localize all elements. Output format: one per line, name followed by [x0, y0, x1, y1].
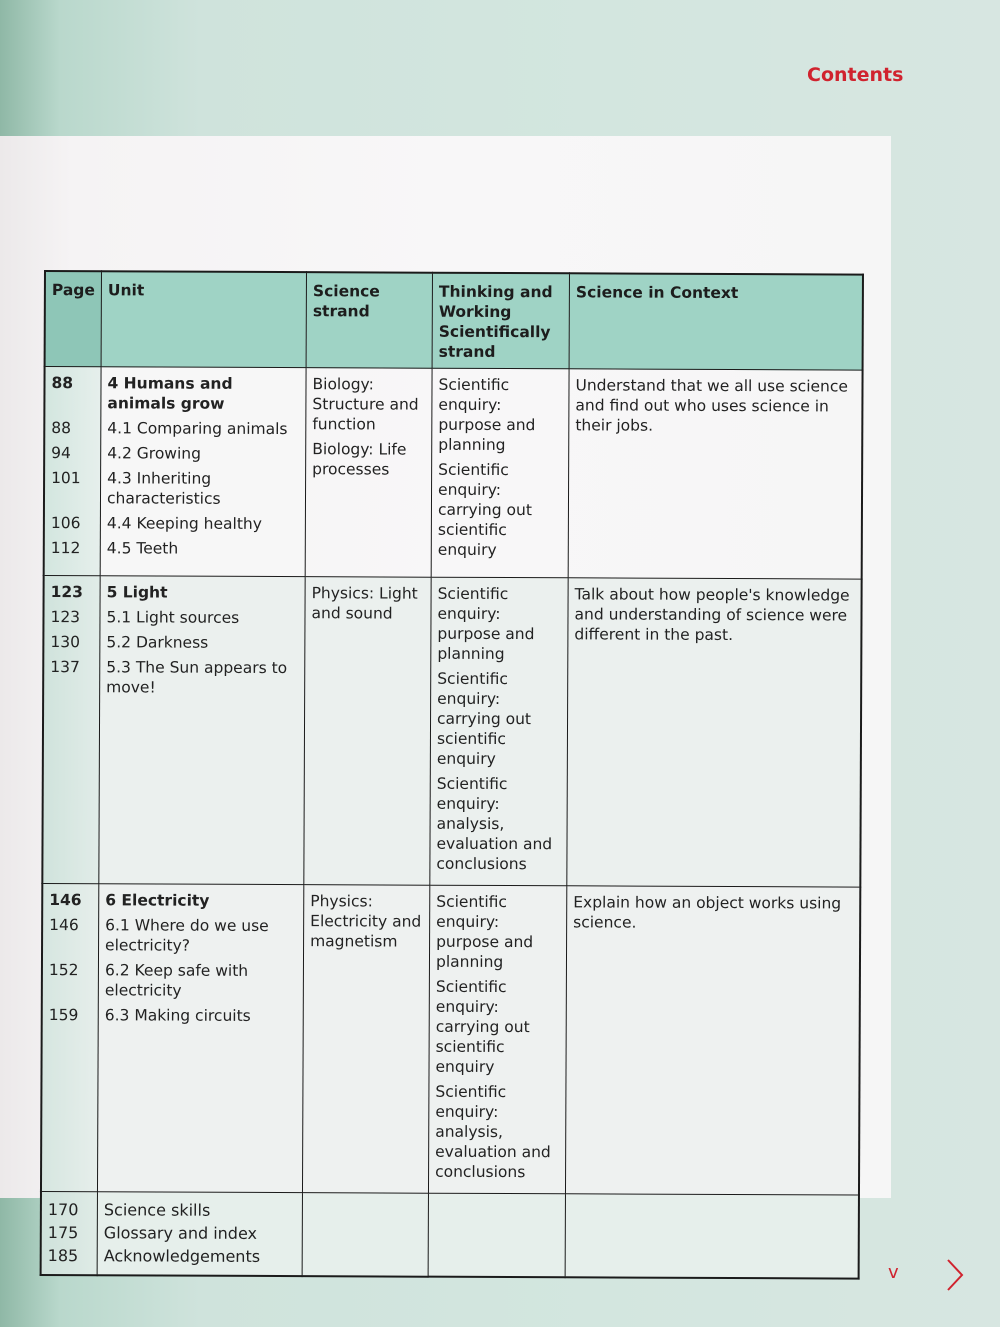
twss-item: Scientific enquiry: purpose and planning — [437, 584, 535, 664]
unit-cell — [100, 367, 306, 577]
header-unit: Unit — [101, 271, 306, 367]
lesson-title: 4.1 Comparing animals — [107, 419, 288, 439]
science-strand-cell — [302, 885, 429, 1194]
lesson-page: 101 — [51, 469, 81, 488]
strand-item: Biology: Life processes — [312, 440, 407, 479]
twss-item: Scientific enquiry: carrying out scientific enquiry — [435, 977, 530, 1076]
science-in-context-cell: Talk about how people's knowledge and understanding of science were different in the past. — [567, 578, 862, 887]
end-page: 185 — [47, 1246, 79, 1266]
science-in-context-cell: Explain how an object works using science. — [565, 886, 860, 1195]
page-number: v — [888, 1262, 899, 1283]
unit-cell — [99, 576, 305, 885]
twss-item: Scientific enquiry: purpose and planning — [438, 375, 536, 455]
page-numbers — [42, 576, 100, 884]
unit-page: 146 — [49, 891, 82, 910]
unit-page: 123 — [50, 583, 83, 602]
twss-strand-cell — [428, 885, 566, 1194]
lesson-title: 4.3 Inheriting characteristics — [106, 469, 221, 508]
end-matter-cell — [97, 1192, 302, 1276]
unit-title: 6 Electricity — [105, 891, 210, 910]
strand-item: Physics: Electricity and magnetism — [310, 892, 422, 951]
lesson-title: 4.4 Keeping healthy — [106, 514, 262, 533]
lesson-title: 5.1 Light sources — [106, 608, 240, 627]
unit-title: 5 Light — [106, 583, 168, 602]
chevron-right-icon[interactable] — [944, 1258, 966, 1292]
twss-item: Scientific enquiry: carrying out scientific enquiry — [437, 460, 532, 559]
table-row-unit-5 — [42, 576, 861, 888]
lesson-title: 4.2 Growing — [107, 444, 202, 463]
lesson-title: 5.3 The Sun appears to move! — [106, 658, 288, 697]
unit-cell — [97, 884, 303, 1193]
science-strand-cell — [305, 368, 432, 578]
strand-item: Biology: Structure and function — [312, 375, 419, 434]
header-science-strand: Science strand — [306, 272, 432, 368]
lesson-title: 5.2 Darkness — [106, 633, 209, 652]
lesson-title: 6.2 Keep safe with electricity — [104, 961, 249, 1000]
science-strand-cell — [304, 577, 431, 886]
twss-item: Scientific enquiry: purpose and planning — [435, 892, 534, 972]
table-row-unit-4 — [44, 367, 863, 580]
table-row-unit-6 — [41, 883, 860, 1195]
lesson-page: 112 — [50, 539, 81, 558]
header-twss-strand: Thinking and Working Scientifically strand — [432, 273, 569, 369]
end-title: Science skills — [103, 1200, 211, 1220]
twss-item: Scientific enquiry: carrying out scientific enquiry — [436, 669, 532, 768]
twss-item: Scientific enquiry: analysis, evaluation and conclusions — [435, 1082, 551, 1182]
contents-table — [40, 270, 864, 1280]
table-row-end-matter — [41, 1191, 859, 1278]
end-page: 175 — [47, 1223, 79, 1243]
page-title: Contents — [807, 64, 904, 86]
lesson-page: 130 — [50, 633, 81, 652]
unit-page: 88 — [51, 374, 74, 393]
page-numbers — [44, 367, 101, 576]
end-title: Acknowledgements — [103, 1246, 261, 1266]
lesson-title: 6.1 Where do we use electricity? — [105, 916, 269, 955]
twss-strand-cell — [431, 368, 569, 578]
empty-cell — [302, 1193, 428, 1277]
lesson-page: 159 — [48, 1006, 79, 1025]
lesson-page: 123 — [50, 608, 81, 627]
twss-item: Scientific enquiry: analysis, evaluation and conclusions — [436, 774, 553, 874]
strand-item: Physics: Light and sound — [311, 584, 418, 623]
page-numbers — [41, 883, 99, 1191]
empty-cell — [428, 1193, 565, 1277]
unit-title: 4 Humans and animals grow — [107, 374, 233, 413]
empty-cell — [565, 1194, 859, 1279]
table-header-row — [45, 271, 863, 370]
lesson-title: 6.3 Making circuits — [104, 1006, 251, 1025]
page-numbers — [41, 1191, 98, 1275]
lesson-page: 146 — [49, 916, 79, 935]
lesson-page: 88 — [51, 419, 72, 438]
header-page: Page — [45, 271, 102, 367]
science-in-context-cell: Understand that we all use science and find out who uses science in their jobs. — [568, 369, 862, 579]
end-page: 170 — [47, 1200, 79, 1220]
lesson-title: 4.5 Teeth — [106, 539, 179, 558]
end-title: Glossary and index — [103, 1223, 258, 1243]
header-science-in-context: Science in Context — [569, 273, 863, 370]
lesson-page: 137 — [50, 658, 80, 677]
twss-strand-cell — [430, 577, 568, 886]
lesson-page: 94 — [51, 444, 71, 463]
lesson-page: 106 — [50, 514, 81, 533]
lesson-page: 152 — [48, 961, 79, 980]
